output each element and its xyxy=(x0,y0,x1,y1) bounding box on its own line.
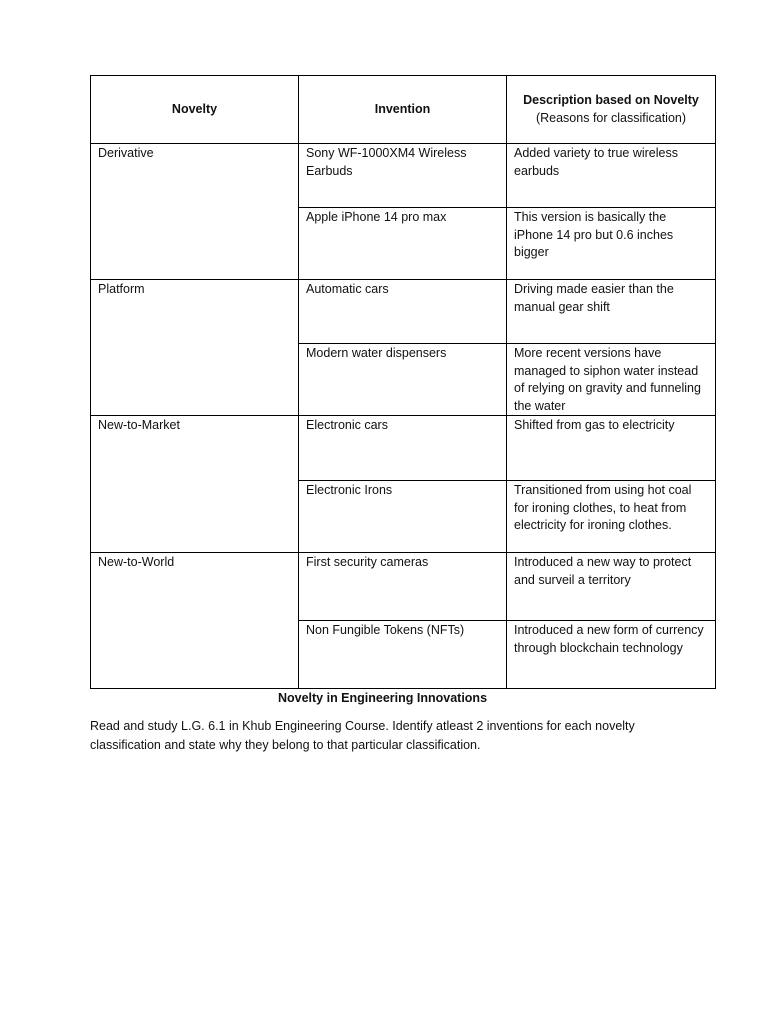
description-cell: Introduced a new way to protect and surveil a territory xyxy=(507,553,716,621)
novelty-cell-platform: Platform xyxy=(91,280,299,416)
table-row xyxy=(91,416,716,481)
invention-cell: Electronic cars xyxy=(299,416,507,481)
invention-cell: Electronic Irons xyxy=(299,481,507,553)
table-row xyxy=(91,553,716,621)
table-caption: Novelty in Engineering Innovations xyxy=(277,691,488,705)
description-cell: Added variety to true wireless earbuds xyxy=(507,144,716,208)
description-cell: This version is basically the iPhone 14 pro but 0.6 inches bigger xyxy=(507,208,716,280)
novelty-cell-new-to-world: New-to-World xyxy=(91,553,299,689)
header-description: Description based on Novelty (Reasons for classification) xyxy=(507,76,716,144)
table-row xyxy=(91,280,716,344)
novelty-table xyxy=(90,75,716,689)
novelty-cell-derivative: Derivative xyxy=(91,144,299,280)
header-invention: Invention xyxy=(299,76,507,144)
instructions-paragraph: Read and study L.G. 6.1 in Khub Engineering Course. Identify atleast 2 inventions for each novelty classification and state why they belong to that particular classification. xyxy=(90,719,635,752)
description-cell: More recent versions have managed to siphon water instead of relying on gravity and funneling the water xyxy=(507,344,716,416)
invention-cell: Sony WF-1000XM4 Wireless Earbuds xyxy=(299,144,507,208)
invention-cell: First security cameras xyxy=(299,553,507,621)
description-cell: Transitioned from using hot coal for ironing clothes, to heat from electricity for ironing clothes. xyxy=(507,481,716,553)
invention-cell: Non Fungible Tokens (NFTs) xyxy=(299,621,507,689)
header-novelty: Novelty xyxy=(91,76,299,144)
table-row xyxy=(91,144,716,208)
description-cell: Introduced a new form of currency through blockchain technology xyxy=(507,621,716,689)
description-cell: Driving made easier than the manual gear shift xyxy=(507,280,716,344)
invention-cell: Automatic cars xyxy=(299,280,507,344)
invention-cell: Apple iPhone 14 pro max xyxy=(299,208,507,280)
invention-cell: Modern water dispensers xyxy=(299,344,507,416)
table-header-row xyxy=(91,76,716,144)
description-cell: Shifted from gas to electricity xyxy=(507,416,716,481)
novelty-cell-new-to-market: New-to-Market xyxy=(91,416,299,553)
